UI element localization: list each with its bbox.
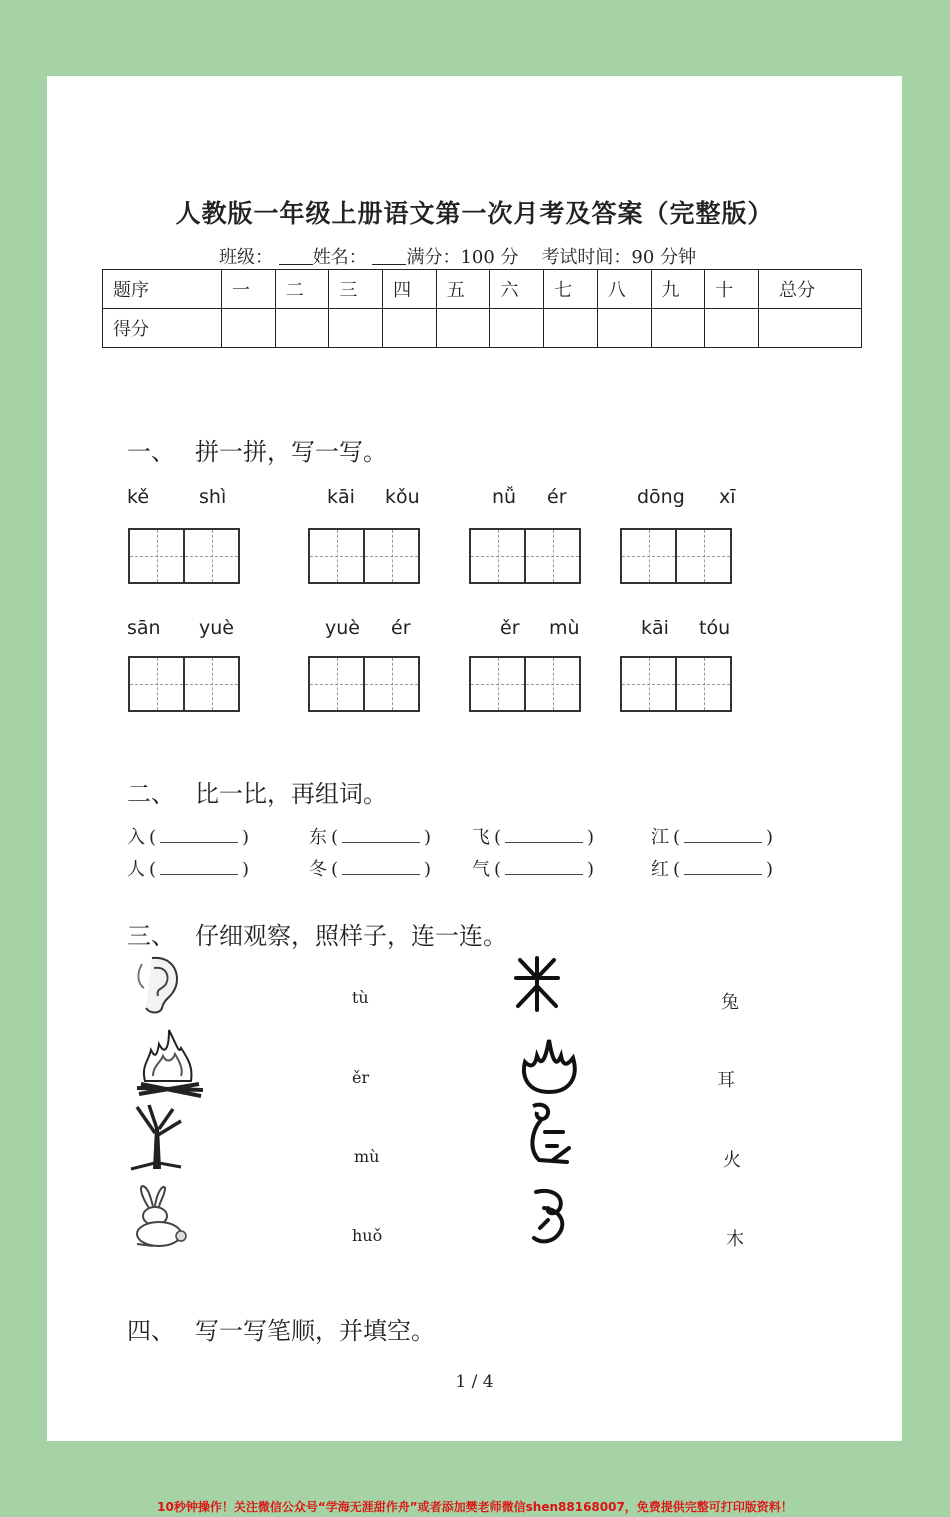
score-row-label: 得分 (103, 309, 222, 348)
tianzige-box[interactable] (308, 528, 420, 584)
ear-picture[interactable] (132, 954, 182, 1016)
compare-char: 江 (651, 827, 669, 848)
worksheet-page (47, 76, 902, 1441)
score-header-cell: 七 (544, 270, 598, 309)
pinyin: kǒu (385, 486, 420, 508)
ancient-mu-glyph[interactable] (512, 956, 562, 1012)
compare-item: 冬 ( ) (309, 855, 431, 881)
compare-item: 东 ( ) (309, 823, 431, 849)
class-label: 班级： (219, 247, 273, 268)
section-1-title: 拼一拼，写一写。 (195, 438, 387, 466)
tianzige-box[interactable] (469, 656, 581, 712)
name-blank (372, 252, 406, 265)
compare-item: 江 ( ) (651, 823, 773, 849)
section-3-title: 仔细观察，照样子，连一连。 (195, 922, 507, 950)
score-header-cell: 九 (651, 270, 705, 309)
pinyin: xī (719, 486, 736, 508)
compare-char: 红 (651, 859, 669, 880)
match-pinyin[interactable]: ěr (352, 1068, 370, 1087)
score-header-cell: 二 (275, 270, 329, 309)
match-char[interactable]: 木 (726, 1229, 744, 1250)
fire-picture[interactable] (135, 1026, 205, 1101)
pinyin: yuè (325, 617, 360, 639)
section-2-title: 比一比，再组词。 (195, 780, 387, 808)
answer-blank[interactable] (342, 828, 420, 843)
section-2-number: 二、 (127, 780, 175, 808)
answer-blank[interactable] (684, 860, 762, 875)
pinyin: sān (127, 617, 161, 639)
score-cell[interactable] (436, 309, 490, 348)
score-cell[interactable] (383, 309, 437, 348)
tianzige-box[interactable] (620, 656, 732, 712)
answer-blank[interactable] (160, 828, 238, 843)
match-char[interactable]: 耳 (717, 1070, 735, 1091)
pinyin: ěr (500, 617, 520, 639)
score-cell[interactable] (544, 309, 598, 348)
tianzige-box[interactable] (620, 528, 732, 584)
score-header-cell: 六 (490, 270, 544, 309)
tianzige-box[interactable] (469, 528, 581, 584)
exam-time: 考试时间：90 分钟 (541, 247, 697, 268)
score-cell[interactable] (490, 309, 544, 348)
pinyin: kě (127, 486, 150, 508)
compare-item: 气 ( ) (472, 855, 594, 881)
score-header-cell: 五 (436, 270, 490, 309)
tianzige-box[interactable] (308, 656, 420, 712)
answer-blank[interactable] (342, 860, 420, 875)
pinyin: kāi (327, 486, 355, 508)
score-header-cell: 十 (705, 270, 759, 309)
pinyin: yuè (199, 617, 234, 639)
answer-blank[interactable] (505, 828, 583, 843)
match-char[interactable]: 火 (723, 1150, 741, 1171)
page-number: 1 / 4 (455, 1372, 494, 1392)
tianzige-box[interactable] (128, 656, 240, 712)
full-score: 满分：100 分 (406, 247, 519, 268)
compare-item: 红 ( ) (651, 855, 773, 881)
name-label: 姓名： (312, 247, 367, 268)
score-header-row (103, 270, 862, 309)
compare-item: 人 ( ) (127, 855, 249, 881)
rabbit-picture[interactable] (127, 1182, 189, 1252)
compare-char: 飞 (472, 827, 490, 848)
compare-char: 气 (472, 859, 490, 880)
pinyin: mù (549, 617, 580, 639)
match-char[interactable]: 兔 (721, 992, 739, 1013)
page-title: 人教版一年级上册语文第一次月考及答案（完整版） (175, 199, 774, 228)
promo-banner: 10秒钟操作！关注微信公众号“学海无涯甜作舟”或者添加樊老师微信shen88168007，免费提供完整可打印版资料！ (157, 1500, 793, 1514)
answer-blank[interactable] (684, 828, 762, 843)
tree-picture[interactable] (127, 1103, 185, 1171)
match-pinyin[interactable]: mù (354, 1147, 380, 1166)
score-cell[interactable] (705, 309, 759, 348)
compare-char: 人 (127, 859, 145, 880)
pinyin: tóu (699, 617, 731, 639)
pinyin: nǚ (492, 486, 517, 508)
compare-char: 冬 (309, 859, 327, 880)
ancient-tu-glyph[interactable] (517, 1102, 575, 1172)
pinyin: kāi (641, 617, 669, 639)
compare-char: 东 (309, 827, 327, 848)
class-blank (279, 252, 313, 265)
score-cell[interactable] (275, 309, 329, 348)
answer-blank[interactable] (505, 860, 583, 875)
compare-item: 入 ( ) (127, 823, 249, 849)
section-4-number: 四、 (127, 1317, 175, 1345)
section-3-heading (127, 916, 507, 951)
pinyin: shì (199, 486, 227, 508)
compare-item: 飞 ( ) (472, 823, 594, 849)
ancient-er-glyph[interactable] (530, 1186, 570, 1248)
score-header-cell: 总分 (759, 270, 862, 309)
section-4-title: 写一写笔顺，并填空。 (195, 1317, 435, 1345)
score-header-cell: 三 (329, 270, 383, 309)
section-2-heading (127, 774, 387, 809)
exam-info (219, 243, 696, 269)
score-cell[interactable] (329, 309, 383, 348)
score-cell[interactable] (651, 309, 705, 348)
score-table (102, 269, 862, 348)
section-1-heading (127, 432, 387, 467)
section-3-number: 三、 (127, 922, 175, 950)
section-4-heading (127, 1311, 435, 1346)
score-header-cell: 题序 (103, 270, 222, 309)
score-cell[interactable] (222, 309, 276, 348)
match-pinyin[interactable]: huǒ (352, 1226, 383, 1245)
pinyin: dōng (637, 486, 685, 508)
answer-blank[interactable] (160, 860, 238, 875)
match-pinyin[interactable]: tù (352, 988, 369, 1007)
section-1-number: 一、 (127, 438, 175, 466)
pinyin: ér (547, 486, 567, 508)
score-header-cell: 八 (597, 270, 651, 309)
score-cell[interactable] (597, 309, 651, 348)
score-row (103, 309, 862, 348)
pinyin: ér (391, 617, 411, 639)
score-header-cell: 四 (383, 270, 437, 309)
compare-char: 入 (127, 827, 145, 848)
score-cell[interactable] (759, 309, 862, 348)
tianzige-box[interactable] (128, 528, 240, 584)
score-header-cell: 一 (222, 270, 276, 309)
ancient-huo-glyph[interactable] (517, 1032, 583, 1098)
